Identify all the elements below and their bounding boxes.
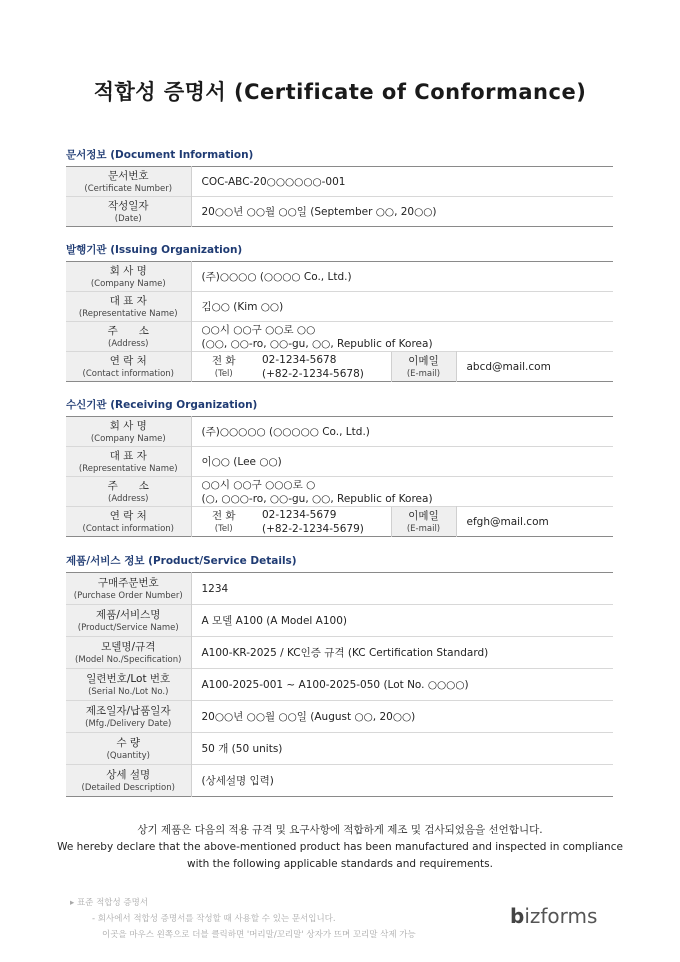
label-ko: 구매주문번호 bbox=[97, 576, 159, 589]
label-en: (Product/Service Name) bbox=[77, 622, 179, 633]
label-cell bbox=[66, 352, 191, 382]
table-row bbox=[66, 477, 613, 507]
label-ko: 작성일자 bbox=[107, 199, 149, 212]
label-en: (Representative Name) bbox=[78, 308, 178, 319]
label-en: (Company Name) bbox=[90, 433, 166, 444]
label-en: (Quantity) bbox=[106, 750, 150, 761]
model-spec-value[interactable]: A100-KR-2025 / KC인증 규격 (KC Certification Standard) bbox=[191, 637, 613, 669]
declaration-line-en-2: with the following applicable standards and requirements. bbox=[187, 858, 493, 870]
label-en: (Model No./Specification) bbox=[75, 654, 182, 665]
footer-note-title: ▸ 표준 적합성 증명서 bbox=[70, 898, 149, 908]
issuing-tel-value[interactable] bbox=[256, 352, 391, 382]
label-ko: 대 표 자 bbox=[109, 449, 147, 462]
label-cell bbox=[66, 262, 191, 292]
label-en: (Serial No./Lot No.) bbox=[88, 686, 169, 697]
email-label-ko: 이메일 bbox=[408, 354, 439, 367]
label-ko: 회 사 명 bbox=[109, 264, 147, 277]
tel-line-2: (+82-2-1234-5679) bbox=[262, 522, 364, 535]
issuing-address-value[interactable] bbox=[191, 322, 613, 352]
email-label-ko: 이메일 bbox=[408, 509, 439, 522]
table-row bbox=[66, 637, 613, 669]
tel-line-2: (+82-2-1234-5678) bbox=[262, 367, 364, 380]
email-label-cell bbox=[391, 352, 456, 382]
table-row bbox=[66, 417, 613, 447]
label-en: (Date) bbox=[114, 213, 142, 224]
label-ko: 대 표 자 bbox=[109, 294, 147, 307]
section-receiving-heading: 수신기관 (Receiving Organization) bbox=[66, 399, 258, 411]
section-issuing-heading: 발행기관 (Issuing Organization) bbox=[66, 244, 243, 256]
certificate-number-value[interactable]: COC-ABC-20○○○○○○-001 bbox=[201, 175, 346, 188]
section-product-heading: 제품/서비스 정보 (Product/Service Details) bbox=[66, 555, 297, 567]
label-cell bbox=[66, 477, 191, 507]
label-cell bbox=[66, 322, 191, 352]
email-label-cell bbox=[391, 507, 456, 537]
label-en: (Detailed Description) bbox=[81, 782, 175, 793]
label-cell bbox=[66, 605, 191, 637]
label-en: (Mfg./Delivery Date) bbox=[85, 718, 172, 729]
email-label-en: (E-mail) bbox=[406, 368, 441, 379]
label-ko: 모델명/규격 bbox=[101, 640, 156, 653]
label-cell bbox=[66, 637, 191, 669]
label-cell bbox=[66, 292, 191, 322]
tel-label-cell bbox=[191, 507, 256, 537]
label-ko: 연 락 처 bbox=[109, 354, 147, 367]
receiving-representative-value[interactable]: 이○○ (Lee ○○) bbox=[191, 447, 613, 477]
label-en: (Purchase Order Number) bbox=[73, 590, 183, 601]
label-en: (Address) bbox=[108, 493, 149, 504]
section-document-info-heading: 문서정보 (Document Information) bbox=[66, 149, 254, 161]
tel-line-1: 02-1234-5679 bbox=[262, 508, 337, 521]
label-en: (Contact information) bbox=[82, 368, 174, 379]
label-en: (Address) bbox=[108, 338, 149, 349]
issuing-representative-value[interactable]: 김○○ (Kim ○○) bbox=[191, 292, 613, 322]
quantity-value[interactable]: 50 개 (50 units) bbox=[191, 733, 613, 765]
table-row bbox=[66, 669, 613, 701]
label-cell bbox=[66, 701, 191, 733]
table-row bbox=[66, 322, 613, 352]
footer-note[interactable] bbox=[70, 895, 416, 943]
address-line-2: (○○, ○○-ro, ○○-gu, ○○, Republic of Korea) bbox=[201, 337, 433, 350]
issuing-company-value[interactable]: (주)○○○○ (○○○○ Co., Ltd.) bbox=[201, 270, 352, 283]
declaration-text bbox=[0, 822, 680, 873]
label-cell bbox=[66, 197, 191, 227]
serial-lot-value[interactable]: A100-2025-001 ~ A100-2025-050 (Lot No. ○○○○) bbox=[191, 669, 613, 701]
address-line-2: (○, ○○○-ro, ○○-gu, ○○, Republic of Korea) bbox=[201, 492, 433, 505]
logo-text: izforms bbox=[524, 904, 598, 928]
table-row bbox=[66, 262, 613, 292]
table-row bbox=[66, 733, 613, 765]
mfg-delivery-date-value[interactable]: 20○○년 ○○월 ○○일 (August ○○, 20○○) bbox=[191, 701, 613, 733]
document-info-table bbox=[66, 166, 613, 227]
label-cell bbox=[66, 507, 191, 537]
table-row bbox=[66, 573, 613, 605]
table-row bbox=[66, 292, 613, 322]
receiving-address-value[interactable] bbox=[191, 477, 613, 507]
label-cell bbox=[66, 417, 191, 447]
table-row bbox=[66, 167, 613, 197]
issuing-table bbox=[66, 261, 613, 382]
receiving-company-value[interactable]: (주)○○○○○ (○○○○○ Co., Ltd.) bbox=[201, 425, 370, 438]
label-ko: 제조일자/납품일자 bbox=[85, 704, 171, 717]
label-ko: 주 소 bbox=[107, 324, 149, 337]
label-cell bbox=[66, 765, 191, 797]
table-row bbox=[66, 605, 613, 637]
tel-label-cell bbox=[191, 352, 256, 382]
tel-label-en: (Tel) bbox=[214, 368, 233, 379]
document-title: 적합성 증명서 (Certificate of Conformance) bbox=[93, 80, 587, 104]
declaration-line-ko: 상기 제품은 다음의 적용 규격 및 요구사항에 적합하게 제조 및 검사되었음을 선언합니다. bbox=[137, 824, 543, 836]
label-cell bbox=[66, 669, 191, 701]
label-ko: 회 사 명 bbox=[109, 419, 147, 432]
label-cell bbox=[66, 167, 191, 197]
tel-label-en: (Tel) bbox=[214, 523, 233, 534]
logo-mark: b bbox=[510, 904, 525, 928]
issuing-email-value[interactable]: abcd@mail.com bbox=[456, 352, 613, 382]
receiving-table bbox=[66, 416, 613, 537]
email-label-en: (E-mail) bbox=[406, 523, 441, 534]
detailed-description-value[interactable]: (상세설명 입력) bbox=[191, 765, 613, 797]
address-line-1: ○○시 ○○구 ○○로 ○○ bbox=[201, 323, 316, 336]
label-ko: 주 소 bbox=[107, 479, 149, 492]
address-line-1: ○○시 ○○구 ○○○로 ○ bbox=[201, 478, 316, 491]
product-name-value[interactable]: A 모델 A100 (A Model A100) bbox=[191, 605, 613, 637]
product-table bbox=[66, 572, 613, 797]
label-cell bbox=[66, 573, 191, 605]
purchase-order-value[interactable]: 1234 bbox=[201, 582, 229, 595]
table-row bbox=[66, 701, 613, 733]
bizforms-logo bbox=[510, 904, 597, 928]
label-cell bbox=[66, 733, 191, 765]
tel-line-1: 02-1234-5678 bbox=[262, 353, 337, 366]
tel-label-ko: 전 화 bbox=[211, 354, 236, 367]
table-row bbox=[66, 507, 613, 537]
declaration-line-en-1: We hereby declare that the above-mentioned product has been manufactured and inspected in compliance bbox=[57, 841, 623, 853]
footer-note-line-2: 이곳을 마우스 왼쪽으로 더블 클릭하면 '머리말/꼬리말' 상자가 뜨며 꼬리말 삭제 가능 bbox=[102, 930, 416, 940]
label-ko: 수 량 bbox=[116, 736, 141, 749]
label-ko: 연 락 처 bbox=[109, 509, 147, 522]
table-row bbox=[66, 765, 613, 797]
footer-note-line-1: - 회사에서 적합성 증명서를 작성할 때 사용할 수 있는 문서입니다. bbox=[92, 914, 336, 924]
label-ko: 상세 설명 bbox=[106, 768, 151, 781]
label-en: (Company Name) bbox=[90, 278, 166, 289]
label-en: (Certificate Number) bbox=[84, 183, 173, 194]
label-en: (Representative Name) bbox=[78, 463, 178, 474]
label-cell bbox=[66, 447, 191, 477]
table-row bbox=[66, 447, 613, 477]
receiving-email-value[interactable]: efgh@mail.com bbox=[456, 507, 613, 537]
label-ko: 문서번호 bbox=[107, 169, 149, 182]
table-row bbox=[66, 197, 613, 227]
tel-label-ko: 전 화 bbox=[211, 509, 236, 522]
label-ko: 제품/서비스명 bbox=[96, 608, 161, 621]
label-en: (Contact information) bbox=[82, 523, 174, 534]
date-value[interactable]: 20○○년 ○○월 ○○일 (September ○○, 20○○) bbox=[191, 197, 613, 227]
label-ko: 일련번호/Lot 번호 bbox=[86, 672, 171, 685]
table-row bbox=[66, 352, 613, 382]
receiving-tel-value[interactable] bbox=[256, 507, 391, 537]
